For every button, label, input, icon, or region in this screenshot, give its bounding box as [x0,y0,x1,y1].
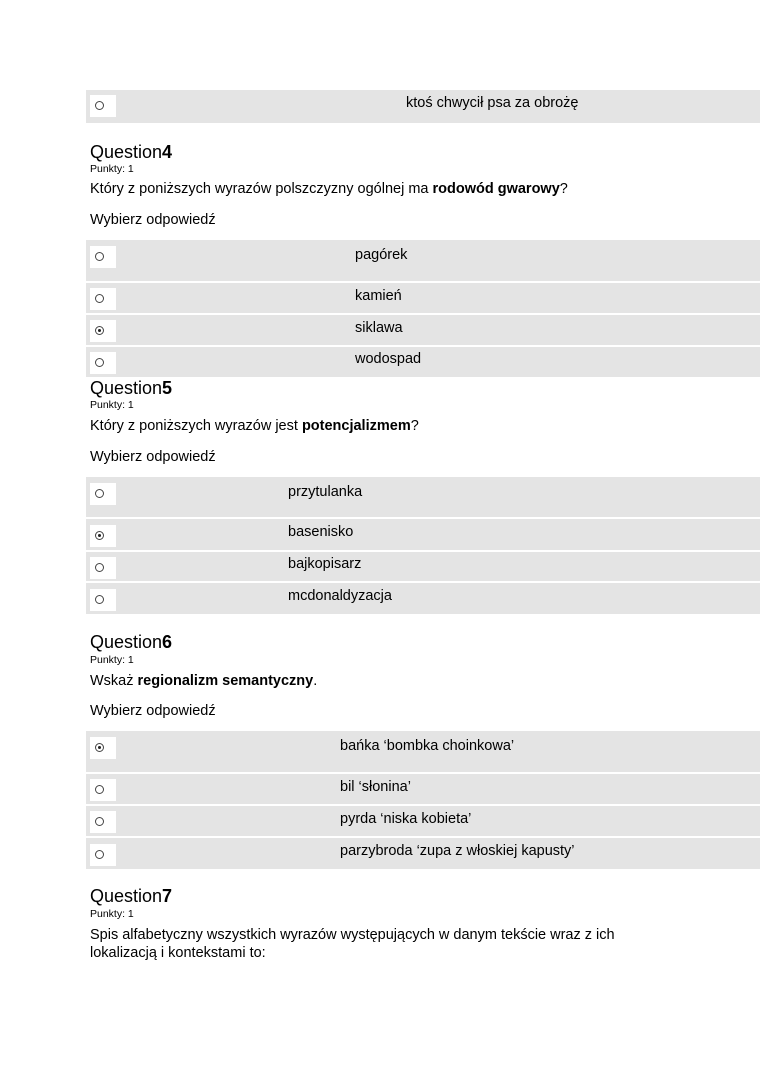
question-number: 4 [162,142,173,162]
option-label: basenisko [288,524,354,540]
question-text [90,180,690,198]
question-text [90,417,690,435]
radio-button[interactable] [95,489,104,498]
option-label: kamień [355,288,402,304]
question-points: Punkty: 1 [90,399,134,411]
option-row[interactable] [86,550,760,581]
option-row[interactable] [86,477,760,517]
radio-button[interactable] [95,358,104,367]
question-text-line: lokalizacją i kontekstami to: [90,945,266,961]
option-label: pagórek [355,247,408,263]
q4-options-table [86,240,760,377]
q3-options-table [86,90,760,123]
question-points: Punkty: 1 [90,908,134,920]
q6-options-table [86,731,760,869]
option-row[interactable] [86,281,760,313]
radio-button[interactable] [95,294,104,303]
choose-answer-label: Wybierz odpowiedź [90,212,216,228]
radio-cell [90,288,116,310]
question-title-prefix: Question [90,632,163,652]
radio-button[interactable] [95,101,104,110]
radio-cell [90,557,116,579]
radio-cell [90,483,116,505]
option-label: bil ‘słonina’ [340,779,411,795]
question-text [90,672,690,690]
question-text-before: Który z poniższych wyrazów jest [90,418,302,434]
option-row[interactable] [86,313,760,345]
radio-button[interactable] [95,850,104,859]
question-title-prefix: Question [90,886,163,906]
radio-cell [90,525,116,547]
radio-button-selected[interactable] [95,743,104,752]
radio-cell [90,811,116,833]
radio-button[interactable] [95,252,104,261]
radio-cell [90,779,116,801]
q5-options-table [86,477,760,614]
radio-button-selected[interactable] [95,531,104,540]
option-row[interactable] [86,345,760,377]
question-text-before: Wskaż [90,673,138,689]
option-label: ktoś chwycił psa za obrożę [406,95,579,111]
option-row[interactable] [86,836,760,869]
question-title-prefix: Question [90,142,163,162]
radio-button[interactable] [95,595,104,604]
option-label: przytulanka [288,484,363,500]
radio-cell [90,844,116,866]
radio-cell [90,95,116,117]
option-label: bajkopisarz [288,556,362,572]
radio-button-selected[interactable] [95,326,104,335]
radio-cell [90,352,116,374]
radio-button[interactable] [95,785,104,794]
question-title [90,378,172,398]
option-label: siklawa [355,320,403,336]
question-text-after: . [313,673,318,689]
question-text-bold: regionalizm semantyczny [137,673,314,689]
radio-button[interactable] [95,817,104,826]
question-text-bold: potencjalizmem [301,418,411,434]
question-title [90,632,172,652]
question-number: 6 [162,632,173,652]
option-row[interactable] [86,581,760,614]
option-row[interactable] [86,240,760,281]
option-row[interactable] [86,804,760,836]
question-text-line: Spis alfabetyczny wszystkich wyrazów występujących w danym tekście wraz z ich [90,927,615,943]
question-title [90,886,172,906]
question-text-bold: rodowód gwarowy [432,181,560,197]
radio-cell [90,589,116,611]
question-points: Punkty: 1 [90,163,134,175]
choose-answer-label: Wybierz odpowiedź [90,703,216,719]
option-row[interactable] [86,772,760,804]
question-points: Punkty: 1 [90,654,134,666]
option-row[interactable] [86,517,760,550]
option-row[interactable] [86,731,760,772]
question-text [90,926,690,962]
option-label: parzybroda ‘zupa z włoskiej kapusty’ [340,843,575,859]
question-title [90,142,172,162]
option-label: mcdonaldyzacja [288,588,392,604]
question-text-after: ? [410,418,419,434]
option-label: bańka ‘bombka choinkowa’ [340,738,515,754]
option-label: wodospad [355,351,422,367]
choose-answer-label: Wybierz odpowiedź [90,449,216,465]
question-text-before: Który z poniższych wyrazów polszczyzny ogólnej ma [90,181,433,197]
option-label: pyrda ‘niska kobieta’ [340,811,472,827]
question-text-after: ? [559,181,568,197]
question-number: 7 [162,886,173,906]
question-number: 5 [162,378,173,398]
question-title-prefix: Question [90,378,163,398]
radio-button[interactable] [95,563,104,572]
radio-cell [90,737,116,759]
radio-cell [90,320,116,342]
radio-cell [90,246,116,268]
q3-option-row[interactable] [86,90,760,123]
